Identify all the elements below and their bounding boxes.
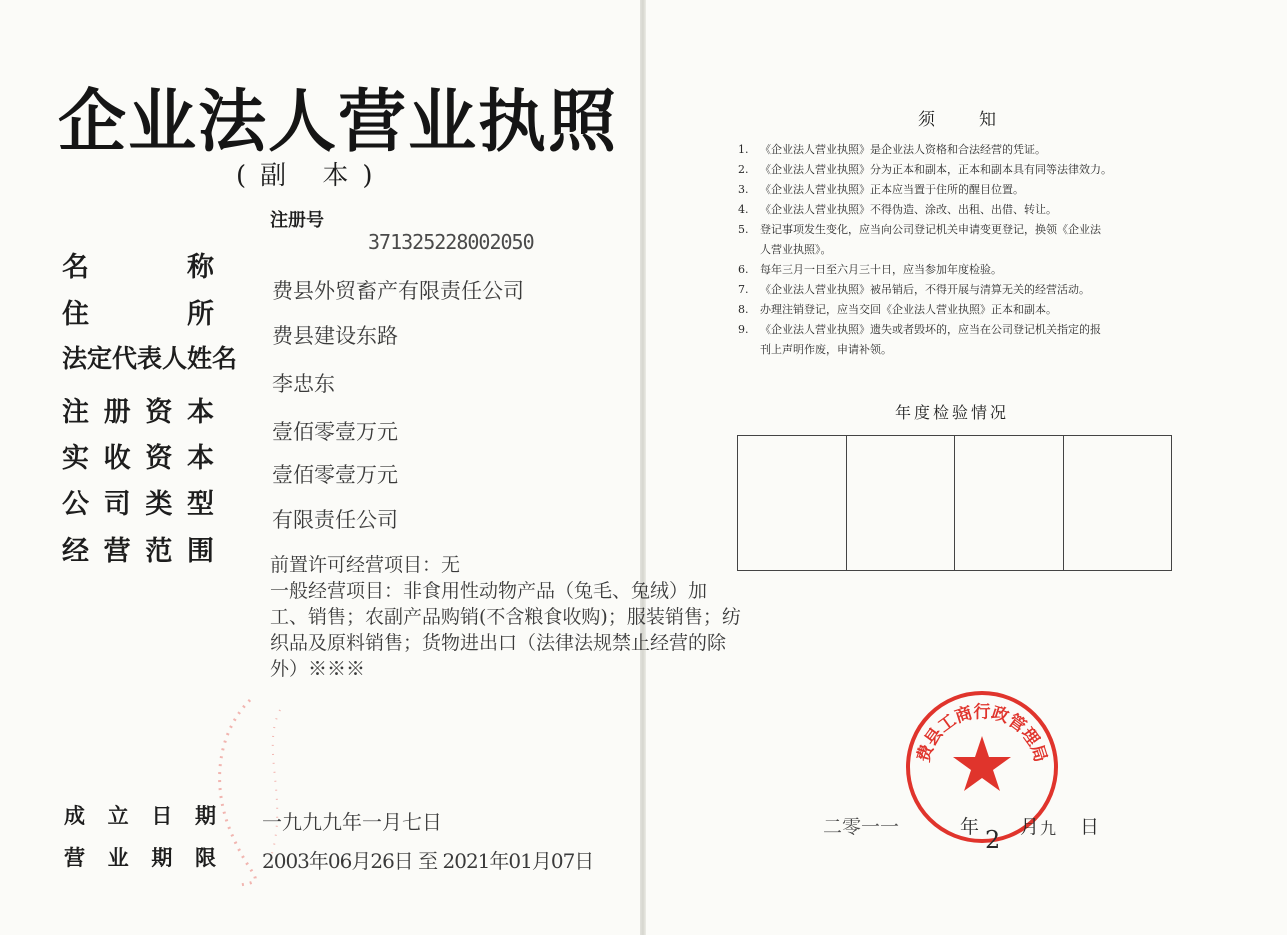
term-label: 营 业 期 限: [64, 845, 216, 870]
notice-item: 3. 《企业法人营业执照》正本应当置于住所的醒目位置。: [738, 183, 1024, 196]
scope-line: 工、销售；农副产品购销(不含粮食收购)；服装销售；纺: [270, 606, 741, 628]
issue-year-prefix: 二零一一: [823, 816, 900, 838]
notice-item: 5. 登记事项发生变化，应当向公司登记机关申请变更登记，换领《企业法: [738, 223, 1101, 236]
seal-star-icon: [953, 736, 1011, 791]
notice-item: 6. 每年三月一日至六月三十日，应当参加年度检验。: [738, 263, 1002, 276]
scope-label: 经 营 范 围: [62, 536, 214, 567]
notice-item: 2. 《企业法人营业执照》分为正本和副本，正本和副本具有同等法律效力。: [738, 163, 1112, 176]
issue-month-suffix: 月: [1020, 816, 1040, 838]
established-date: 一九九九年一月七日: [262, 810, 442, 834]
notice-item: 7. 《企业法人营业执照》被吊销后，不得开展与清算无关的经营活动。: [738, 283, 1090, 296]
company-name: 费县外贸畜产有限责任公司: [272, 279, 524, 303]
company-address: 费县建设东路: [272, 324, 398, 348]
notice-title: 须知: [918, 110, 1040, 130]
notice-item-continued: 刊上声明作废，申请补领。: [760, 343, 892, 356]
legal-rep: 李忠东: [272, 372, 335, 396]
registered-capital: 壹佰零壹万元: [272, 420, 398, 444]
established-label: 成 立 日 期: [64, 803, 216, 828]
annual-check-grid: [737, 435, 1172, 571]
notice-item: 9. 《企业法人营业执照》遗失或者毁坏的，应当在公司登记机关指定的报: [738, 323, 1101, 336]
issue-day-suffix: 日: [1080, 816, 1100, 838]
scope-line: 外）※※※: [270, 658, 366, 680]
legal-rep-label: 法定代表人姓名: [62, 344, 238, 373]
issue-day-value: 2: [985, 826, 1001, 854]
company-type: 有限责任公司: [272, 508, 398, 532]
business-term: 2003年06月26日 至 2021年01月07日: [262, 849, 594, 873]
name-label: 名 称: [62, 252, 214, 283]
notice-item: 1. 《企业法人营业执照》是企业法人资格和合法经营的凭证。: [738, 143, 1046, 156]
seal-text: 费县工商行政管理局: [913, 702, 1051, 765]
paid-capital-label: 实 收 资 本: [62, 443, 214, 474]
issue-month-value: 九: [1040, 819, 1057, 838]
registration-label: 注册号: [270, 210, 324, 231]
notice-item: 8. 办理注销登记，应当交回《企业法人营业执照》正本和副本。: [738, 303, 1057, 316]
annual-check-cell: [738, 436, 847, 570]
notice-list: [738, 140, 1178, 360]
registration-number: 371325228002050: [368, 230, 534, 254]
issue-year-suffix: 年: [960, 816, 980, 838]
notice-item: 4. 《企业法人营业执照》不得伪造、涂改、出租、出借、转让。: [738, 203, 1057, 216]
business-scope: [270, 552, 741, 682]
document-subtitle: (副 本): [236, 161, 387, 191]
scope-line: 织品及原料销售；货物进出口（法律法规禁止经营的除: [270, 632, 727, 654]
annual-check-cell: [847, 436, 956, 570]
company-type-label: 公 司 类 型: [62, 489, 214, 520]
scope-line: 前置许可经营项目：无: [270, 554, 461, 576]
registered-capital-label: 注 册 资 本: [62, 397, 214, 428]
annual-check-cell: [955, 436, 1064, 570]
document-title: 企业法人营业执照: [58, 83, 619, 162]
address-label: 住 所: [62, 299, 214, 330]
scope-line: 一般经营项目：非食用性动物产品（兔毛、兔绒）加: [270, 580, 708, 602]
annual-check-title: 年度检验情况: [895, 403, 1010, 422]
paid-capital: 壹佰零壹万元: [272, 463, 398, 487]
annual-check-cell: [1064, 436, 1172, 570]
notice-item-continued: 人营业执照》。: [760, 243, 832, 256]
